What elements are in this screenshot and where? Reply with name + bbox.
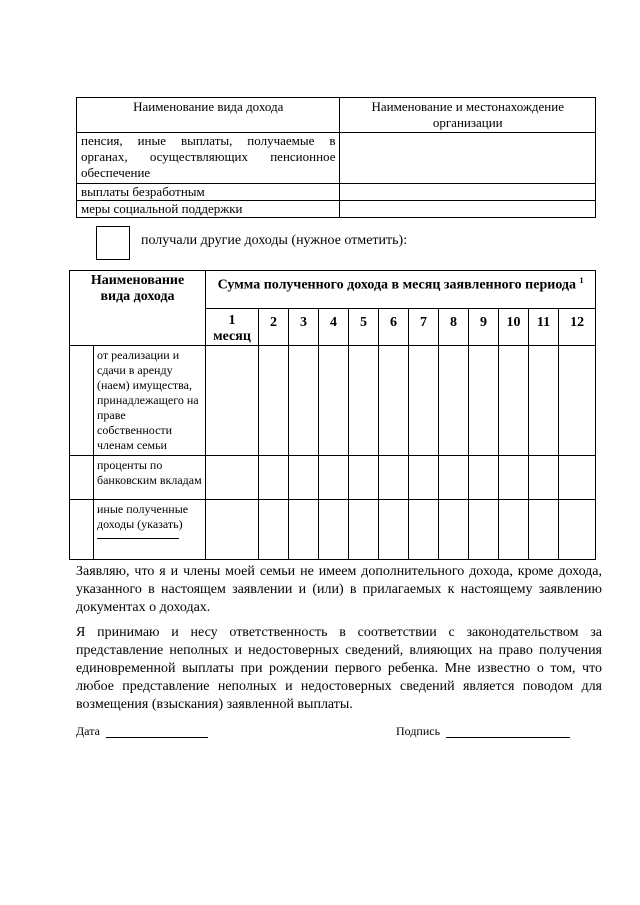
value-cell[interactable] [289, 346, 319, 456]
table1-row-pension: пенсия, иные выплаты, получаемые в органах, осуществляющих пенсионное обеспечение [77, 133, 340, 184]
value-cell[interactable] [439, 456, 469, 500]
value-cell[interactable] [349, 456, 379, 500]
value-cell[interactable] [259, 346, 289, 456]
value-cell[interactable] [206, 456, 259, 500]
declaration-paragraph: Заявляю, что я и члены моей семьи не имеем дополнительного дохода, кроме дохода, указанного в настоящем заявлении и (или) в прилагаемых к настоящему заявлению документах о доходах. [76, 564, 602, 615]
value-cell[interactable] [409, 346, 439, 456]
value-cell[interactable] [289, 456, 319, 500]
row-label-deposits: проценты по банковским вкладам [94, 456, 206, 500]
value-cell[interactable] [499, 346, 529, 456]
table1-row-unemployment: выплаты безработным [77, 184, 340, 201]
signature-label: Подпись [396, 724, 441, 738]
other-income-table [69, 270, 596, 560]
row-label-other-text: иные полученные доходы (указать) [97, 502, 189, 531]
value-cell[interactable] [439, 346, 469, 456]
income-organization-table [76, 97, 596, 218]
table2-header-name: Наименование вида дохода [70, 271, 206, 346]
value-cell[interactable] [469, 500, 499, 560]
value-cell[interactable] [499, 500, 529, 560]
month-header-1: 1 месяц [206, 309, 259, 346]
month-header: 6 [379, 309, 409, 346]
value-cell[interactable] [379, 456, 409, 500]
other-income-specify-line[interactable] [97, 538, 179, 539]
table1-row-unemployment-org[interactable] [340, 184, 596, 201]
table-row [70, 456, 596, 500]
table1-row-pension-org[interactable] [340, 133, 596, 184]
month-header: 10 [499, 309, 529, 346]
row-marker-cell [70, 456, 94, 500]
value-cell[interactable] [349, 500, 379, 560]
value-cell[interactable] [319, 500, 349, 560]
table1-row-social-support-org[interactable] [340, 201, 596, 218]
value-cell[interactable] [469, 346, 499, 456]
table1-row-social-support: меры социальной поддержки [77, 201, 340, 218]
value-cell[interactable] [499, 456, 529, 500]
signature-field[interactable] [446, 737, 570, 738]
other-income-checkbox[interactable] [96, 226, 130, 260]
value-cell[interactable] [529, 346, 559, 456]
table1-header-type: Наименование вида дохода [77, 98, 340, 133]
value-cell[interactable] [206, 346, 259, 456]
row-marker-cell [70, 500, 94, 560]
month-header: 4 [319, 309, 349, 346]
month-header: 5 [349, 309, 379, 346]
value-cell[interactable] [206, 500, 259, 560]
table2-header-sum: Сумма полученного дохода в месяц заявленного периода $^1$ [206, 271, 596, 309]
row-marker-cell [70, 346, 94, 456]
value-cell[interactable] [469, 456, 499, 500]
value-cell[interactable] [559, 346, 596, 456]
month-header: 12 [559, 309, 596, 346]
table-row [70, 500, 596, 560]
value-cell[interactable] [409, 500, 439, 560]
month-header: 2 [259, 309, 289, 346]
value-cell[interactable] [259, 500, 289, 560]
value-cell[interactable] [529, 456, 559, 500]
value-cell[interactable] [559, 456, 596, 500]
month-header: 7 [409, 309, 439, 346]
date-label: Дата [76, 724, 100, 738]
value-cell[interactable] [409, 456, 439, 500]
row-label-rent: от реализации и сдачи в аренду (наем) имущества, принадлежащего на праве собственности членам семьи [94, 346, 206, 456]
value-cell[interactable] [379, 346, 409, 456]
month-header: 11 [529, 309, 559, 346]
other-income-label: получали другие доходы (нужное отметить): [141, 233, 408, 248]
table-row [70, 346, 596, 456]
value-cell[interactable] [439, 500, 469, 560]
table1-header-org: Наименование и местонахождение организации [340, 98, 596, 133]
value-cell[interactable] [559, 500, 596, 560]
month-header: 3 [289, 309, 319, 346]
value-cell[interactable] [349, 346, 379, 456]
value-cell[interactable] [319, 346, 349, 456]
month-header: 9 [469, 309, 499, 346]
value-cell[interactable] [529, 500, 559, 560]
responsibility-paragraph: Я принимаю и несу ответственность в соответствии с законодательством за представление неполных и недостоверных сведений, влияющих на право получения единовременной выплаты при рождении первого ребенка. Мне известно о том, что любое представление неполных и недостоверных сведений является поводом для возмещения (взыскания) заявленной выплаты. [76, 625, 602, 712]
value-cell[interactable] [289, 500, 319, 560]
row-label-other [94, 500, 206, 560]
value-cell[interactable] [379, 500, 409, 560]
value-cell[interactable] [259, 456, 289, 500]
value-cell[interactable] [319, 456, 349, 500]
month-header: 8 [439, 309, 469, 346]
date-field[interactable] [106, 737, 208, 738]
